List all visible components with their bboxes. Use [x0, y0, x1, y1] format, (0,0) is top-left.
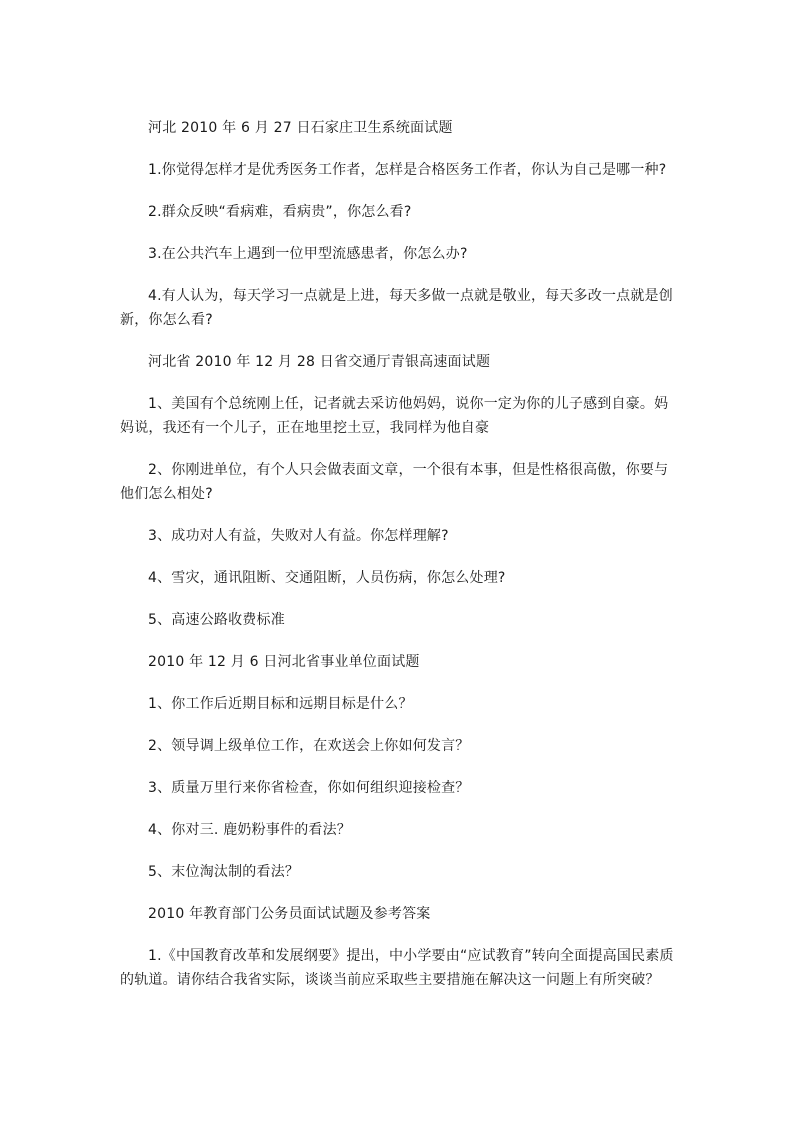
section-heading: 河北 2010 年 6 月 27 日石家庄卫生系统面试题: [148, 120, 453, 136]
question-item: 2、领导调上级单位工作，在欢送会上你如何发言？: [148, 738, 470, 754]
question-item: 3、质量万里行来你省检查，你如何组织迎接检查？: [148, 780, 470, 796]
question-item: 3、成功对人有益，失败对人有益。你怎样理解?: [148, 528, 449, 544]
question-item: 5、末位淘汰制的看法？: [148, 864, 300, 880]
question-item: 1、美国有个总统刚上任，记者就去采访他妈妈，说你一定为你的儿子感到自豪。妈妈说，我还有一个儿子，正在地里挖土豆，我同样为他自豪: [120, 396, 669, 436]
question-item: 2.群众反映“看病难，看病贵”，你怎么看?: [148, 204, 412, 220]
question-item: 3.在公共汽车上遇到一位甲型流感患者，你怎么办?: [148, 246, 468, 262]
section-heading: 2010 年教育部门公务员面试试题及参考答案: [148, 906, 431, 922]
document-body: [120, 116, 680, 1010]
section-heading: 2010 年 12 月 6 日河北省事业单位面试题: [148, 654, 420, 670]
section-heading: 河北省 2010 年 12 月 28 日省交通厅青银高速面试题: [148, 354, 491, 370]
question-item: 1、你工作后近期目标和远期目标是什么？: [148, 696, 413, 712]
question-item: 1.《中国教育改革和发展纲要》提出，中小学要由“应试教育”转向全面提高国民素质的轨道。请你结合我省实际，谈谈当前应采取些主要措施在解决这一问题上有所突破？: [120, 948, 674, 988]
question-item: 4.有人认为，每天学习一点就是上进，每天多做一点就是敬业，每天多改一点就是创新，你怎么看?: [120, 288, 673, 328]
question-item: 5、高速公路收费标准: [148, 612, 285, 628]
question-item: 4、你对三. 鹿奶粉事件的看法？: [148, 822, 352, 838]
question-item: 2、你刚进单位，有个人只会做表面文章，一个很有本事，但是性格很高傲，你要与他们怎么相处?: [120, 462, 669, 502]
question-item: 4、雪灾，通讯阻断、交通阻断，人员伤病，你怎么处理?: [148, 570, 506, 586]
question-item: 1.你觉得怎样才是优秀医务工作者，怎样是合格医务工作者，你认为自己是哪一种?: [148, 162, 667, 178]
